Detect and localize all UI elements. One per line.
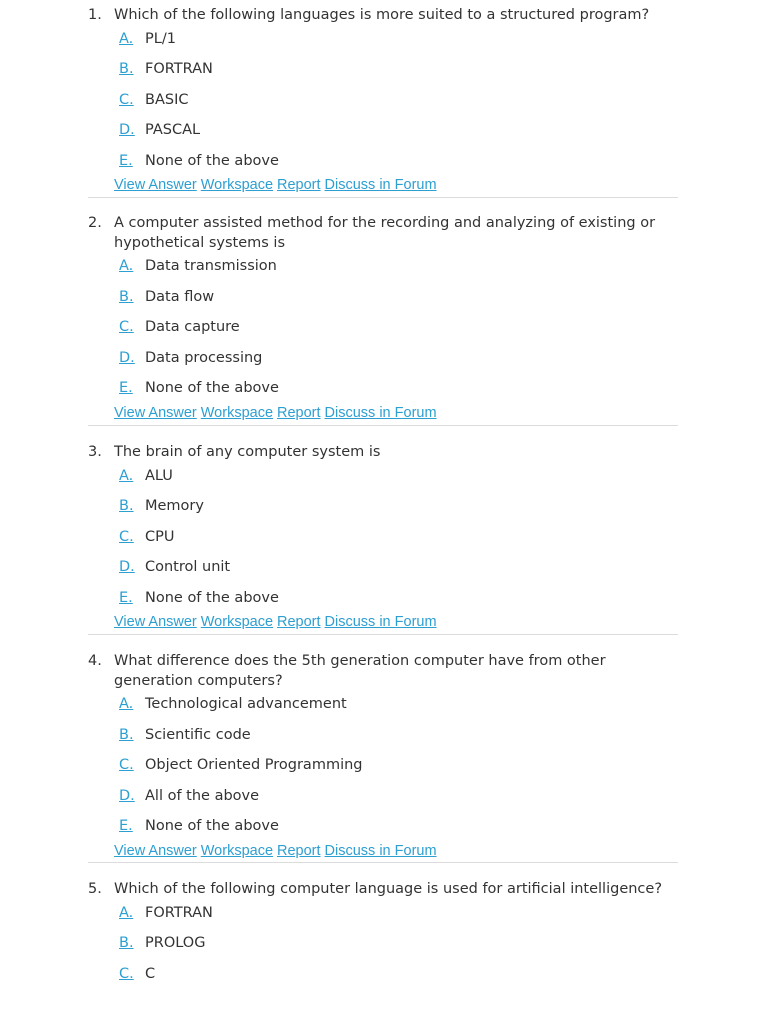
option-letter[interactable]: E. [119,152,133,169]
question-text: What difference does the 5th generation computer have from other generation computers? [114,653,606,689]
option-a[interactable] [88,695,678,726]
option-letter[interactable]: C. [119,528,134,545]
question-1 [88,6,678,198]
option-text: Data processing [145,349,263,366]
question-header [88,443,678,463]
question-4 [88,652,678,863]
option-text: PASCAL [145,122,201,138]
option-b[interactable] [88,288,678,319]
option-letter[interactable]: E. [119,589,133,606]
option-letter[interactable]: D. [119,787,135,804]
option-d[interactable] [88,121,678,152]
question-header [88,6,678,26]
option-b[interactable] [88,726,678,757]
option-a[interactable] [88,467,678,498]
option-letter[interactable]: B. [119,935,134,951]
option-letter[interactable]: E. [119,818,133,834]
option-letter[interactable]: A. [119,467,134,484]
option-text: None of the above [145,152,279,169]
option-text: Technological advancement [145,696,347,712]
view-answer-link[interactable]: View Answer [114,404,197,421]
option-letter[interactable]: A. [119,696,134,712]
question-number: 5. [88,881,102,897]
option-a[interactable] [88,30,678,61]
question-number: 4. [88,653,102,669]
option-list [88,695,678,848]
option-list [88,904,678,996]
option-d[interactable] [88,558,678,589]
option-c[interactable] [88,528,678,559]
option-text: PL/1 [145,30,176,47]
option-text: Control unit [145,559,231,575]
report-link[interactable]: Report [277,177,321,193]
option-d[interactable] [88,787,678,818]
option-letter[interactable]: C. [119,965,134,982]
option-list [88,30,678,183]
question-text: Which of the following languages is more suited to a structured program? [114,7,650,23]
option-letter[interactable]: B. [119,61,134,77]
view-answer-link[interactable]: View Answer [114,842,197,859]
option-text: Memory [145,498,204,514]
question-actions [114,842,678,864]
question-text: The brain of any computer system is [114,444,381,460]
option-letter[interactable]: D. [119,559,135,575]
option-text: None of the above [145,589,279,606]
discuss-in-forum-link[interactable]: Discuss in Forum [324,842,437,859]
question-actions [114,613,678,635]
option-text: All of the above [145,787,260,804]
option-list [88,257,678,410]
option-letter[interactable]: A. [119,258,134,274]
question-2 [88,214,678,426]
option-text: BASIC [145,91,189,108]
discuss-in-forum-link[interactable]: Discuss in Forum [324,404,437,421]
option-text: C [145,965,156,982]
question-text: A computer assisted method for the recording and analyzing of existing or hypothetical systems is [114,215,656,251]
option-text: FORTRAN [145,61,213,77]
option-letter[interactable]: C. [119,91,134,108]
option-b[interactable] [88,60,678,91]
option-letter[interactable]: D. [119,122,135,138]
option-text: Data flow [145,288,215,305]
question-number: 2. [88,215,102,231]
option-text: None of the above [145,818,279,834]
question-header [88,652,678,691]
discuss-in-forum-link[interactable]: Discuss in Forum [324,177,437,193]
workspace-link[interactable]: Workspace [200,614,274,630]
option-c[interactable] [88,965,678,996]
option-letter[interactable]: B. [119,498,134,514]
question-actions [114,176,678,198]
option-text: None of the above [145,380,279,396]
option-letter[interactable]: B. [119,288,134,305]
option-text: FORTRAN [145,904,213,921]
question-text: Which of the following computer language is used for artificial intelligence? [114,881,663,897]
option-list [88,467,678,620]
option-letter[interactable]: A. [119,904,134,921]
option-text: Scientific code [145,726,251,743]
workspace-link[interactable]: Workspace [200,177,274,193]
question-actions [114,404,678,426]
option-letter[interactable]: B. [119,726,134,743]
option-a[interactable] [88,257,678,288]
discuss-in-forum-link[interactable]: Discuss in Forum [324,614,437,630]
question-number: 3. [88,444,102,460]
question-header [88,880,678,900]
view-answer-link[interactable]: View Answer [114,177,197,193]
question-5 [88,880,678,1020]
question-3 [88,443,678,635]
option-c[interactable] [88,756,678,787]
option-a[interactable] [88,904,678,935]
option-c[interactable] [88,318,678,349]
option-b[interactable] [88,497,678,528]
option-text: Data capture [145,319,240,335]
option-letter[interactable]: C. [119,319,134,335]
option-c[interactable] [88,91,678,122]
option-letter[interactable]: D. [119,349,135,366]
report-link[interactable]: Report [277,842,321,859]
option-text: ALU [145,467,173,484]
option-text: PROLOG [145,935,206,951]
option-letter[interactable]: A. [119,30,134,47]
option-letter[interactable]: C. [119,757,134,773]
question-number: 1. [88,7,102,23]
workspace-link[interactable]: Workspace [200,404,274,421]
view-answer-link[interactable]: View Answer [114,614,197,630]
option-text: Data transmission [145,258,277,274]
option-text: Object Oriented Programming [145,757,363,773]
option-text: CPU [145,528,175,545]
question-header [88,214,678,253]
option-letter[interactable]: E. [119,380,133,396]
option-b[interactable] [88,934,678,965]
report-link[interactable]: Report [277,614,321,630]
report-link[interactable]: Report [277,404,321,421]
option-d[interactable] [88,349,678,380]
workspace-link[interactable]: Workspace [200,842,274,859]
